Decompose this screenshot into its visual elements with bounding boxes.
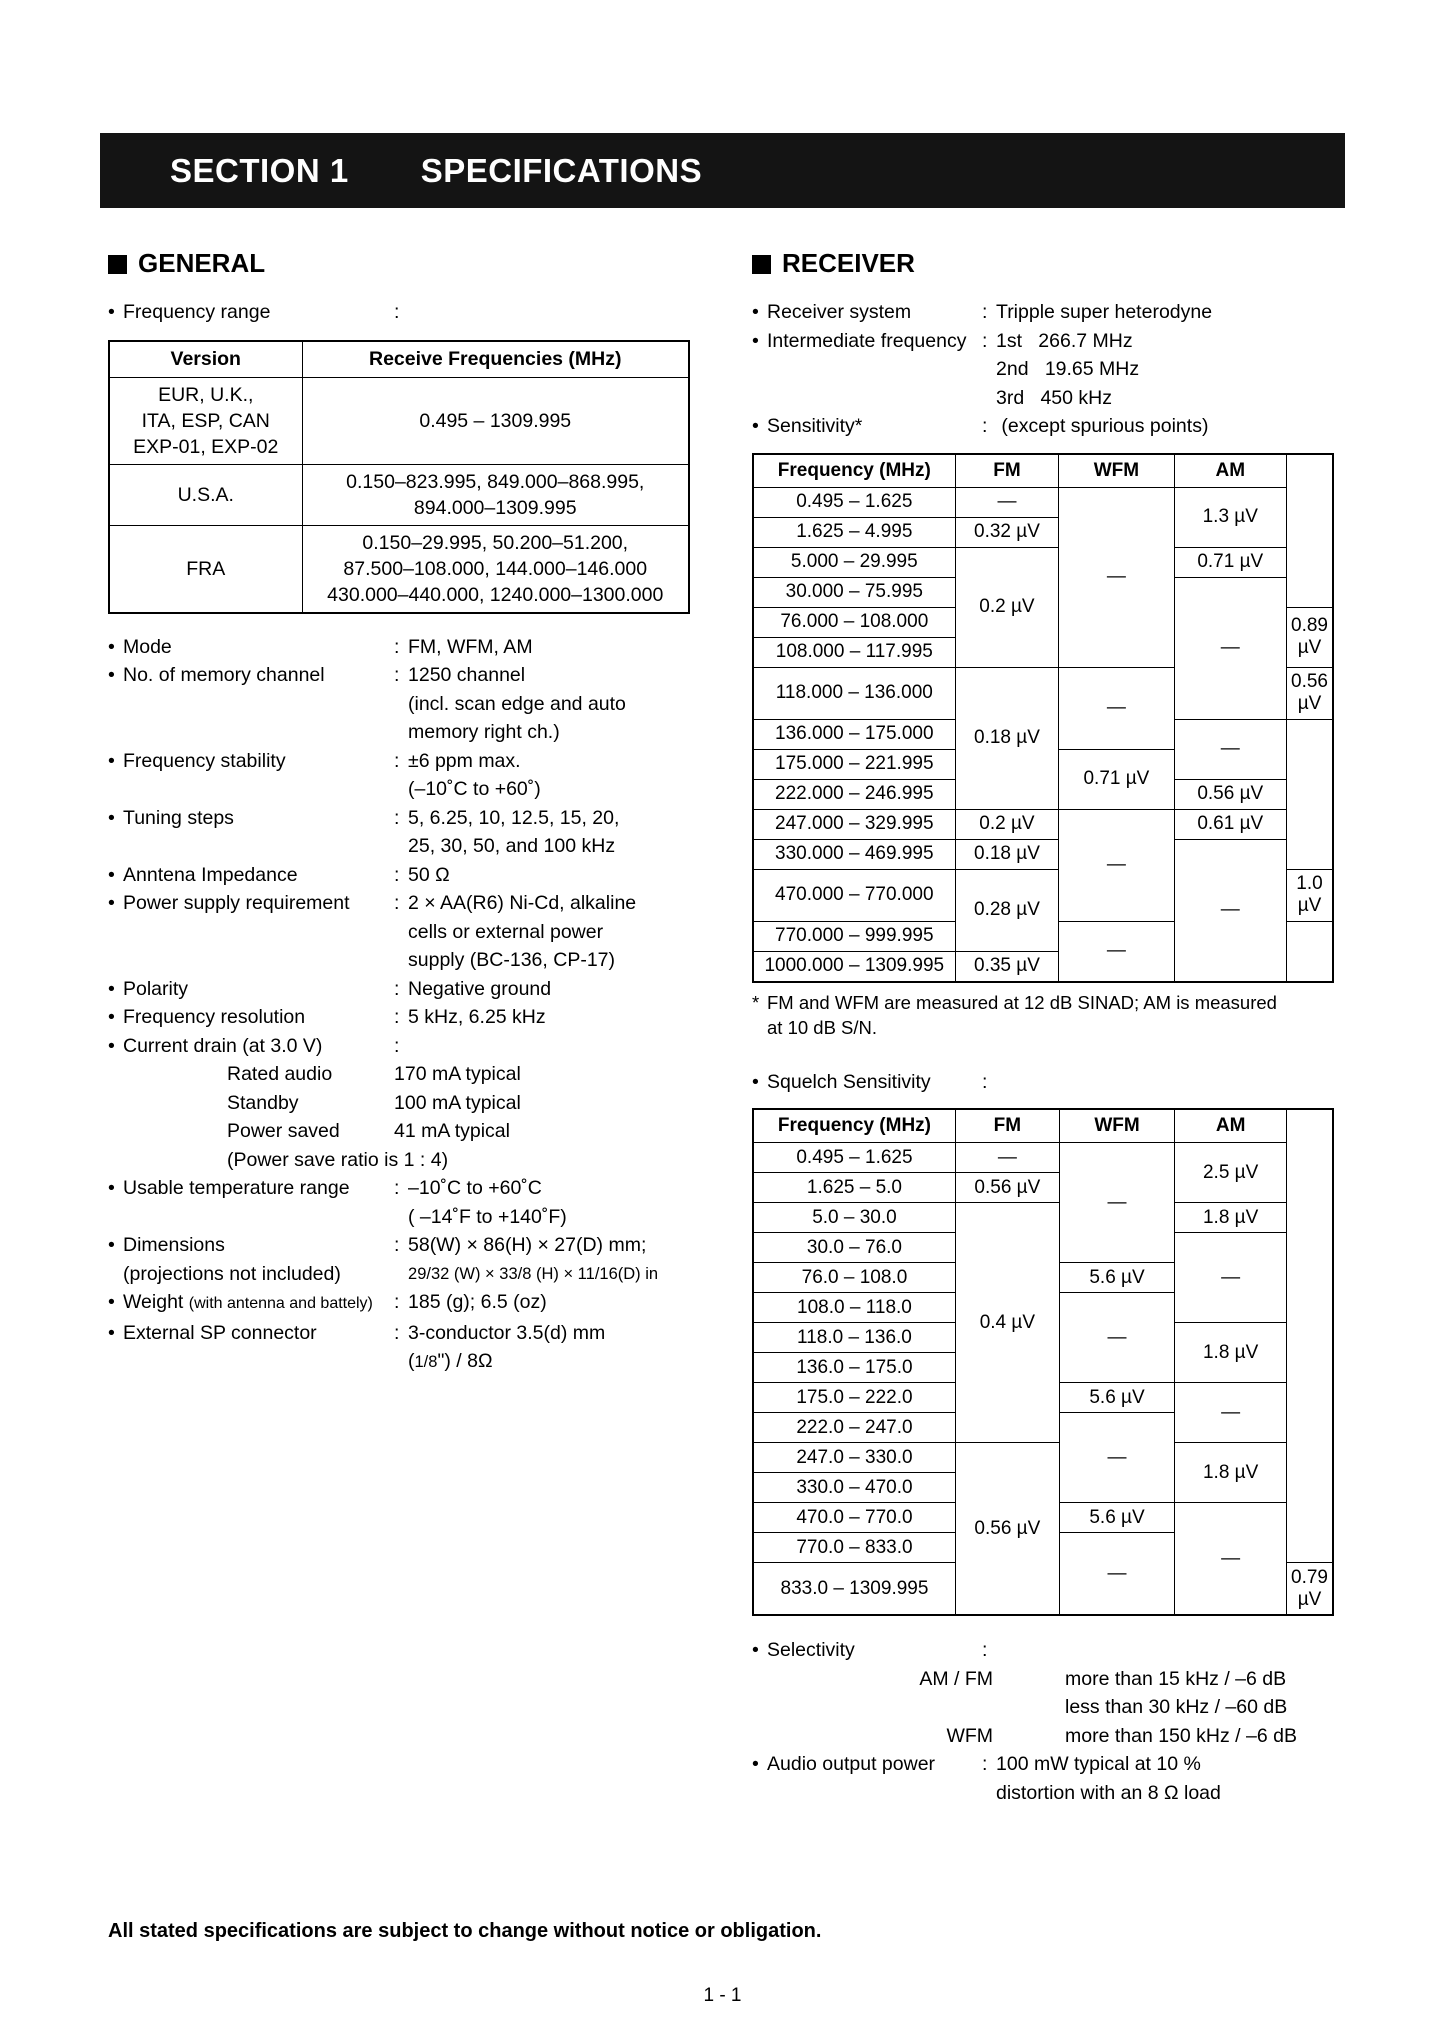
receiver-heading [752, 248, 1352, 279]
spec-label: Usable temperature range [123, 1177, 350, 1199]
sensitivity-inline-note: (except spurious points) [1001, 415, 1209, 437]
spec-value: : ±6 ppm max. (–10˚C to +60˚) [394, 747, 708, 804]
spec-external-sp-connector: • External SP connector : 3-conductor 3.5(d) mm (1/8") / 8Ω [108, 1319, 708, 1377]
spec-value-cont: (–10˚C to +60˚) [408, 778, 541, 800]
frequency-cell: 222.000 – 246.995 [753, 779, 955, 809]
wfm-cell: — [1059, 667, 1174, 749]
spec-value-text: 58(W) × 86(H) × 27(D) mm; [408, 1234, 647, 1256]
current-drain-key: Power saved [227, 1120, 340, 1142]
spec-label: No. of memory channel [123, 664, 325, 686]
spec-value: : 2 × AA(R6) Ni-Cd, alkaline cells or external power supply (BC-136, CP-17) [394, 889, 708, 975]
current-drain-value: 100 mA typical [394, 1091, 521, 1114]
wfm-cell: — [1059, 1413, 1174, 1503]
spec-label: Anntena Impedance [123, 863, 298, 886]
current-drain-row [108, 1089, 708, 1118]
spec-value-cont: ( –14˚F to +140˚F) [408, 1205, 567, 1228]
spec-value: : 5 kHz, 6.25 kHz [394, 1006, 546, 1028]
version-frequency-table [108, 340, 690, 614]
fm-cell: 0.18 µV [955, 667, 1059, 809]
current-drain-key: Standby [227, 1091, 299, 1114]
frequency-cell: 1000.000 – 1309.995 [753, 951, 955, 982]
column-header-frequencies: Receive Frequencies (MHz) [302, 341, 689, 378]
spec-polarity: • Polarity : Negative ground [108, 975, 708, 1004]
frequency-line: 0.150–29.995, 50.200–51.200, [362, 531, 629, 554]
receiver-heading-label: RECEIVER [782, 248, 915, 278]
selectivity-value: more than 150 kHz / –6 dB [1065, 1724, 1297, 1747]
fm-cell: 0.28 µV [955, 869, 1059, 951]
frequency-cell: 0.495 – 1.625 [753, 487, 955, 517]
general-column [108, 248, 708, 1377]
fm-cell: 0.35 µV [955, 951, 1059, 982]
spec-value-text: Tripple super heterodyne [996, 301, 1213, 323]
column-header-am: AM [1175, 1109, 1287, 1143]
spec-value-cont: (incl. scan edge and auto [408, 692, 626, 715]
selectivity-mode [827, 1693, 993, 1722]
frequency-cell: 222.0 – 247.0 [753, 1413, 955, 1443]
spec-dimensions: • Dimensions (projections not included) : 58(W) × 86(H) × 27(D) mm; 29/32 (W) × 33/8 (H) × 11/16(D) in [108, 1231, 708, 1288]
square-bullet-icon [108, 255, 127, 274]
wfm-cell: 1.0 µV [1287, 869, 1333, 921]
square-bullet-icon [752, 255, 771, 274]
frequency-cell: 30.000 – 75.995 [753, 577, 955, 607]
column-header-version: Version [109, 341, 302, 378]
version-line: ITA, ESP, CAN [141, 409, 270, 432]
general-heading [108, 248, 708, 279]
spec-value: : –10˚C to +60˚C ( –14˚F to +140˚F) [394, 1174, 708, 1231]
spec-label: External SP connector [123, 1321, 317, 1344]
spec-value-text: 185 (g); 6.5 (oz) [408, 1291, 547, 1313]
current-drain-row [108, 1060, 708, 1089]
frequency-cell: 770.0 – 833.0 [753, 1533, 955, 1563]
spec-value-text: 1250 channel [408, 664, 526, 686]
spec-label: Tuning steps [123, 806, 234, 829]
frequency-cell: 1.625 – 5.0 [753, 1173, 955, 1203]
spec-value: : 185 (g); 6.5 (oz) [394, 1291, 547, 1313]
am-cell: 1.3 µV [1174, 487, 1286, 547]
table-row [753, 1143, 1333, 1173]
spec-value-text: 5 kHz, 6.25 kHz [408, 1006, 546, 1028]
wfm-cell: — [1059, 487, 1174, 667]
frequency-line: 87.500–108.000, 144.000–146.000 [343, 557, 648, 580]
am-cell: 1.8 µV [1175, 1323, 1287, 1383]
spec-value-text: 3-conductor 3.5(d) mm [408, 1321, 606, 1344]
wfm-cell: 5.6 µV [1059, 1503, 1174, 1533]
spec-value-cont: 25, 30, 50, and 100 kHz [408, 835, 616, 857]
frequency-cell: 330.0 – 470.0 [753, 1473, 955, 1503]
spec-label: Audio output power [767, 1753, 936, 1775]
table-row [109, 464, 689, 525]
fm-cell: 0.32 µV [955, 517, 1059, 547]
spec-value-cont: cells or external power [408, 920, 604, 943]
spec-intermediate-frequency: • Intermediate frequency : 1st 266.7 MHz 2nd 19.65 MHz 3rd 450 kHz [752, 327, 1352, 413]
frequency-cell: 108.000 – 117.995 [753, 637, 955, 667]
if-stage-2: 2nd 19.65 MHz [996, 358, 1140, 380]
frequency-cell: 5.0 – 30.0 [753, 1203, 955, 1233]
am-cell: — [1174, 577, 1286, 719]
spec-value-text: FM, WFM, AM [408, 635, 533, 658]
selectivity-row [752, 1693, 1352, 1722]
wfm-cell: 0.71 µV [1059, 749, 1174, 809]
spec-label: Sensitivity* [767, 415, 863, 437]
frequency-line: 430.000–440.000, 1240.000–1300.000 [327, 583, 664, 606]
table-header-row [753, 1109, 1333, 1143]
table-row [753, 839, 1333, 869]
spec-label: Frequency range [123, 301, 271, 323]
spec-value-cont: memory right ch.) [408, 721, 560, 743]
frequency-line: 0.150–823.995, 849.000–868.995, [346, 470, 645, 493]
fm-cell: 0.56 µV [955, 1173, 1059, 1203]
table-row [753, 547, 1333, 577]
am-cell: — [1174, 839, 1286, 982]
spec-value: : Negative ground [394, 977, 552, 1000]
spec-receiver-system: • Receiver system : Tripple super heterodyne [752, 298, 1352, 327]
spec-value: : Tripple super heterodyne [982, 301, 1213, 323]
selectivity-row [752, 1722, 1352, 1751]
am-cell: 1.8 µV [1175, 1203, 1287, 1233]
am-cell: 0.61 µV [1174, 809, 1286, 839]
spec-value-text: 5, 6.25, 10, 12.5, 15, 20, [408, 806, 620, 829]
frequency-cell: 175.000 – 221.995 [753, 749, 955, 779]
dimensions-sublabel: (projections not included) [123, 1262, 341, 1285]
ext-sp-cont: (1/8") / 8Ω [408, 1350, 493, 1372]
spec-frequency-range: • Frequency range : [108, 298, 708, 327]
frequency-cell [302, 464, 689, 525]
fm-cell: 0.18 µV [955, 839, 1059, 869]
footer-disclaimer: All stated specifications are subject to change without notice or obligation. [108, 1920, 822, 1942]
table-header-row [109, 341, 689, 378]
column-header-frequency: Frequency (MHz) [753, 454, 955, 488]
frequency-cell: 247.000 – 329.995 [753, 809, 955, 839]
column-header-wfm: WFM [1059, 454, 1174, 488]
selectivity-value: less than 30 kHz / –60 dB [1065, 1696, 1288, 1718]
column-header-wfm: WFM [1059, 1109, 1174, 1143]
am-cell: — [1175, 1503, 1287, 1616]
table-row [753, 1443, 1333, 1473]
frequency-cell [302, 377, 689, 464]
fm-cell: 0.2 µV [955, 809, 1059, 839]
am-cell: — [1175, 1383, 1287, 1443]
spec-tuning-steps: • Tuning steps : 5, 6.25, 10, 12.5, 15, 20, 25, 30, 50, and 100 kHz [108, 804, 708, 861]
spec-frequency-resolution: • Frequency resolution : 5 kHz, 6.25 kHz [108, 1003, 708, 1032]
table-header-row [753, 454, 1333, 488]
footnote-line: at 10 dB S/N. [767, 1016, 878, 1038]
am-cell: — [1174, 719, 1286, 779]
table-row [753, 809, 1333, 839]
table-row [109, 525, 689, 613]
spec-value-cont: supply (BC-136, CP-17) [408, 949, 615, 971]
spec-label: Squelch Sensitivity [767, 1070, 931, 1093]
squelch-sensitivity-table [752, 1108, 1334, 1616]
sensitivity-footnote [752, 990, 1352, 1040]
spec-value: : 3-conductor 3.5(d) mm (1/8") / 8Ω [394, 1319, 708, 1377]
spec-value-text: Negative ground [408, 977, 552, 1000]
spec-mode: • Mode : FM, WFM, AM [108, 633, 708, 662]
spec-label: Frequency resolution [123, 1006, 306, 1028]
spec-audio-output-power: • Audio output power : 100 mW typical at 10 % distortion with an 8 Ω load [752, 1750, 1352, 1807]
frequency-cell: 118.0 – 136.0 [753, 1323, 955, 1353]
frequency-cell: 5.000 – 29.995 [753, 547, 955, 577]
spec-value: : 100 mW typical at 10 % distortion with an 8 Ω load [982, 1750, 1352, 1807]
frequency-cell: 136.000 – 175.000 [753, 719, 955, 749]
spec-weight: • Weight (with antenna and battely) : 185 (g); 6.5 (oz) [108, 1288, 708, 1319]
frequency-cell: 470.000 – 770.000 [753, 869, 955, 921]
fm-cell: 0.2 µV [955, 547, 1059, 667]
frequency-cell: 76.0 – 108.0 [753, 1263, 955, 1293]
frequency-cell: 108.0 – 118.0 [753, 1293, 955, 1323]
selectivity-row [752, 1665, 1352, 1694]
wfm-cell: — [1059, 921, 1174, 982]
spec-value: : 58(W) × 86(H) × 27(D) mm; 29/32 (W) × 33/8 (H) × 11/16(D) in [394, 1231, 708, 1288]
spec-value-text: ±6 ppm max. [408, 749, 521, 772]
spec-value: : (except spurious points) [982, 415, 1209, 437]
frequency-line: 894.000–1309.995 [413, 496, 577, 519]
wfm-cell: 0.89 µV [1287, 607, 1333, 667]
general-heading-label: GENERAL [138, 248, 266, 278]
frequency-cell: 330.000 – 469.995 [753, 839, 955, 869]
am-cell: 0.71 µV [1174, 547, 1286, 577]
frequency-cell: 30.0 – 76.0 [753, 1233, 955, 1263]
version-line: EXP-01, EXP-02 [133, 435, 279, 458]
spec-label: Mode [123, 635, 172, 658]
section-banner [100, 133, 1345, 208]
spec-label: Power supply requirement [123, 892, 350, 914]
spec-value-cont: distortion with an 8 Ω load [996, 1781, 1221, 1804]
power-save-ratio-row [108, 1146, 708, 1175]
spec-label: Intermediate frequency [767, 329, 967, 352]
footnote-marker: * [752, 991, 760, 1013]
spec-label [123, 1288, 394, 1319]
wfm-cell: — [1059, 1143, 1174, 1263]
version-cell: U.S.A. [109, 464, 302, 525]
page-number: 1 - 1 [703, 1985, 742, 2006]
power-save-ratio-note: (Power save ratio is 1 : 4) [227, 1148, 449, 1171]
receiver-column [752, 248, 1352, 1807]
spec-current-drain: • Current drain (at 3.0 V) : [108, 1032, 708, 1061]
weight-label: Weight [123, 1291, 184, 1313]
wfm-cell: 5.6 µV [1059, 1263, 1174, 1293]
version-cell [109, 377, 302, 464]
spec-antenna-impedance: • Anntena Impedance : 50 Ω [108, 861, 708, 890]
spec-value: : [394, 1034, 400, 1057]
spec-value: : 1250 channel (incl. scan edge and auto memory right ch.) [394, 661, 708, 747]
frequency-cell: 770.000 – 999.995 [753, 921, 955, 951]
spec-value: : 1st 266.7 MHz 2nd 19.65 MHz 3rd 450 kHz [982, 327, 1352, 413]
column-header-am: AM [1174, 454, 1286, 488]
frequency-cell: 76.000 – 108.000 [753, 607, 955, 637]
spec-label [123, 1231, 394, 1288]
current-drain-row [108, 1117, 708, 1146]
spec-value-text: 2 × AA(R6) Ni-Cd, alkaline [408, 892, 637, 914]
fm-cell: — [955, 487, 1059, 517]
frequency-cell: 470.0 – 770.0 [753, 1503, 955, 1533]
frequency-cell: 0.495 – 1.625 [753, 1143, 955, 1173]
sensitivity-table [752, 453, 1334, 983]
column-header-fm: FM [955, 454, 1059, 488]
spec-value: : [982, 1070, 988, 1093]
spec-value: : FM, WFM, AM [394, 635, 533, 658]
am-cell: — [1175, 1233, 1287, 1323]
am-cell: 1.8 µV [1175, 1443, 1287, 1503]
am-cell: 0.56 µV [1287, 667, 1333, 719]
frequency-cell: 175.0 – 222.0 [753, 1383, 955, 1413]
spec-memory-channel: • No. of memory channel : 1250 channel (incl. scan edge and auto memory right ch.) [108, 661, 708, 747]
frequency-line: 0.495 – 1309.995 [419, 409, 572, 432]
frequency-cell: 136.0 – 175.0 [753, 1353, 955, 1383]
selectivity-mode: AM / FM [919, 1667, 993, 1690]
section-label: SECTION 1 [170, 151, 349, 189]
dimensions-inches: 29/32 (W) × 33/8 (H) × 11/16(D) in [408, 1264, 659, 1283]
wfm-cell: — [1059, 1533, 1174, 1616]
frequency-cell [302, 525, 689, 613]
spec-value: : [394, 301, 400, 323]
spec-temperature-range: • Usable temperature range : –10˚C to +60˚C ( –14˚F to +140˚F) [108, 1174, 708, 1231]
spec-selectivity: • Selectivity : [752, 1636, 1352, 1665]
wfm-cell: 5.6 µV [1059, 1383, 1174, 1413]
spec-value-text: –10˚C to +60˚C [408, 1177, 542, 1199]
frequency-cell: 118.000 – 136.000 [753, 667, 955, 719]
spec-sensitivity: • Sensitivity* : (except spurious points) [752, 412, 1352, 441]
spec-label: Polarity [123, 977, 189, 1000]
wfm-cell: — [1059, 1293, 1174, 1383]
spec-label: Receiver system [767, 301, 912, 323]
if-stage-1: 1st 266.7 MHz [996, 329, 1133, 352]
current-drain-value: 41 mA typical [394, 1120, 510, 1142]
spec-value: : [982, 1639, 988, 1661]
fm-cell: — [955, 1143, 1059, 1173]
version-cell: FRA [109, 525, 302, 613]
spec-value: : 50 Ω [394, 863, 450, 886]
fm-cell: 0.79 µV [1287, 1563, 1333, 1616]
spec-value: : 5, 6.25, 10, 12.5, 15, 20, 25, 30, 50, and 100 kHz [394, 804, 708, 861]
current-drain-key: Rated audio [227, 1063, 333, 1085]
spec-squelch-sensitivity: • Squelch Sensitivity : [752, 1068, 1352, 1097]
column-header-frequency: Frequency (MHz) [753, 1109, 955, 1143]
am-cell: 2.5 µV [1175, 1143, 1287, 1203]
selectivity-mode: WFM [946, 1724, 993, 1747]
spec-label: Selectivity [767, 1639, 855, 1661]
weight-sublabel: (with antenna and battely) [188, 1295, 373, 1312]
current-drain-value: 170 mA typical [394, 1063, 521, 1085]
frequency-cell: 833.0 – 1309.995 [753, 1563, 955, 1616]
column-header-fm: FM [955, 1109, 1059, 1143]
fm-cell: 0.56 µV [955, 1443, 1059, 1616]
selectivity-value: more than 15 kHz / –6 dB [1065, 1667, 1287, 1690]
spec-value-text: 100 mW typical at 10 % [996, 1753, 1201, 1775]
wfm-cell: — [1059, 809, 1174, 921]
version-line: EUR, U.K., [158, 383, 254, 406]
frequency-cell: 247.0 – 330.0 [753, 1443, 955, 1473]
am-cell: 0.56 µV [1174, 779, 1286, 809]
dimensions-label: Dimensions [123, 1234, 225, 1256]
if-stage-3: 3rd 450 kHz [996, 386, 1112, 409]
footnote-line: FM and WFM are measured at 12 dB SINAD; AM is measured [767, 991, 1277, 1013]
section-title: SPECIFICATIONS [420, 151, 703, 189]
table-row [753, 1203, 1333, 1233]
spec-label: Frequency stability [123, 749, 286, 772]
fm-cell: 0.4 µV [955, 1203, 1059, 1443]
spec-value-text: 50 Ω [408, 863, 450, 886]
frequency-cell: 1.625 – 4.995 [753, 517, 955, 547]
spec-frequency-stability: • Frequency stability : ±6 ppm max. (–10˚C to +60˚) [108, 747, 708, 804]
table-row [753, 487, 1333, 517]
table-row [109, 377, 689, 464]
spec-label: Current drain (at 3.0 V) [123, 1034, 323, 1057]
spec-power-supply: • Power supply requirement : 2 × AA(R6) Ni-Cd, alkaline cells or external power supply (BC-136, CP-17) [108, 889, 708, 975]
